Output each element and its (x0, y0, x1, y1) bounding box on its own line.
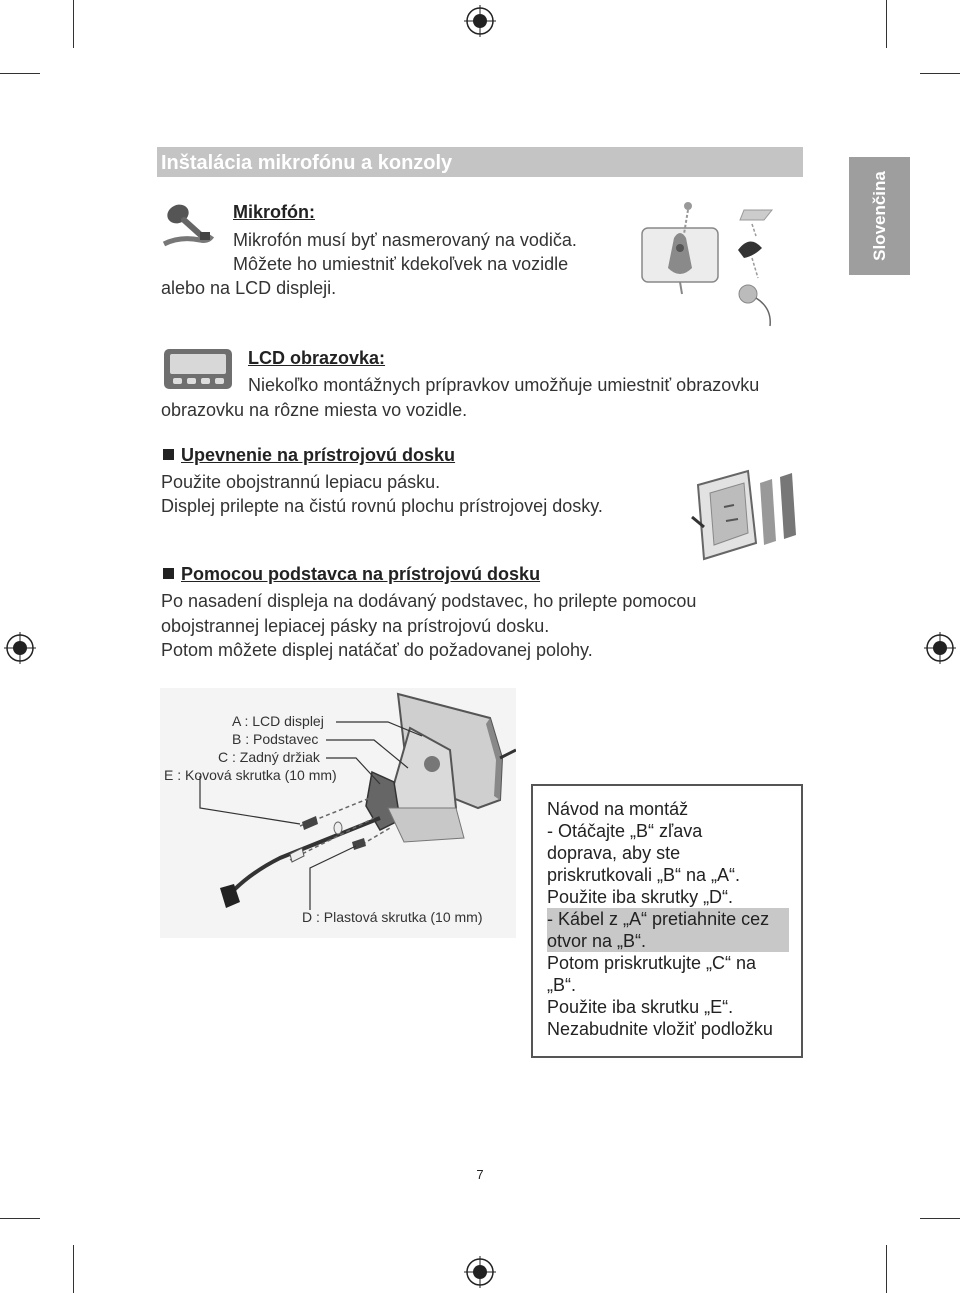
assembly-diagram (160, 688, 516, 938)
diagram-label-a: A : LCD displej (232, 713, 324, 729)
note-line: Návod na montáž (547, 799, 689, 819)
stand-text-line: obojstrannej lepiacej pásky na prístrojovú dosku. (161, 616, 550, 636)
crop-mark (920, 1218, 960, 1219)
page-number: 7 (476, 1167, 484, 1182)
language-tab (849, 157, 910, 275)
crop-mark (0, 1218, 40, 1219)
note-line: Potom priskrutkujte „C“ na (547, 953, 757, 973)
section-title: Inštalácia mikrofónu a konzoly (161, 152, 453, 174)
note-line: Použite iba skrutku „E“. (547, 997, 734, 1017)
note-line: priskrutkovali „B“ na „A“. (547, 865, 741, 885)
bullet-square-icon (163, 449, 174, 460)
lcd-heading: LCD obrazovka: (248, 348, 386, 368)
crop-mark (920, 73, 960, 74)
microphone-mount-illustration (640, 198, 780, 330)
lcd-text-line: Niekoľko montážnych prípravkov umožňuje umiestniť obrazovku (248, 375, 760, 395)
note-line: doprava, aby ste (547, 843, 681, 863)
note-line: - Kábel z „A“ pretiahnite cez (547, 909, 770, 929)
diagram-label-c: C : Zadný držiak (218, 749, 320, 765)
lcd-display-icon (163, 348, 233, 390)
note-line: „B“. (547, 975, 576, 995)
microphone-text-line: alebo na LCD displeji. (161, 278, 337, 298)
diagram-label-b: B : Podstavec (232, 731, 319, 747)
registration-mark-icon (924, 632, 956, 664)
crop-mark (73, 0, 74, 48)
dashboard-heading (163, 445, 455, 466)
note-line: Nezabudnite vložiť podložku (547, 1019, 773, 1039)
lcd-text-line: obrazovku na rôzne miesta vo vozidle. (161, 400, 468, 420)
microphone-text-line: Môžete ho umiestniť kdekoľvek na vozidle (233, 254, 569, 274)
note-line: - Otáčajte „B“ zľava (547, 821, 703, 841)
crop-mark (0, 73, 40, 74)
dashboard-text-line: Použite obojstrannú lepiacu pásku. (161, 472, 441, 492)
stand-heading-text: Pomocou podstavca na prístrojovú dosku (181, 564, 541, 584)
stand-heading (163, 564, 540, 585)
note-line: otvor na „B“. (547, 931, 647, 951)
diagram-label-e: E : Kovová skrutka (10 mm) (164, 767, 337, 783)
microphone-heading: Mikrofón: (233, 202, 315, 222)
microphone-text-line: Mikrofón musí byť nasmerovaný na vodiča. (233, 230, 577, 250)
note-line: Použite iba skrutky „D“. (547, 887, 734, 907)
microphone-icon (160, 198, 218, 250)
dashboard-mount-illustration (690, 467, 802, 567)
dashboard-heading-text: Upevnenie na prístrojovú dosku (181, 445, 456, 465)
registration-mark-icon (4, 632, 36, 664)
registration-mark-icon (464, 5, 496, 37)
stand-text-line: Po nasadení displeja na dodávaný podstavec, ho prilepte pomocou (161, 591, 697, 611)
registration-mark-icon (464, 1256, 496, 1288)
language-tab-label: Slovenčina (869, 171, 889, 261)
crop-mark (886, 1245, 887, 1293)
dashboard-text-line: Displej prilepte na čistú rovnú plochu prístrojovej dosky. (161, 496, 603, 516)
installation-note-box (531, 784, 803, 1058)
diagram-label-d: D : Plastová skrutka (10 mm) (302, 909, 483, 925)
crop-mark (73, 1245, 74, 1293)
stand-text-line: Potom môžete displej natáčať do požadovanej polohy. (161, 640, 593, 660)
bullet-square-icon (163, 568, 174, 579)
crop-mark (886, 0, 887, 48)
